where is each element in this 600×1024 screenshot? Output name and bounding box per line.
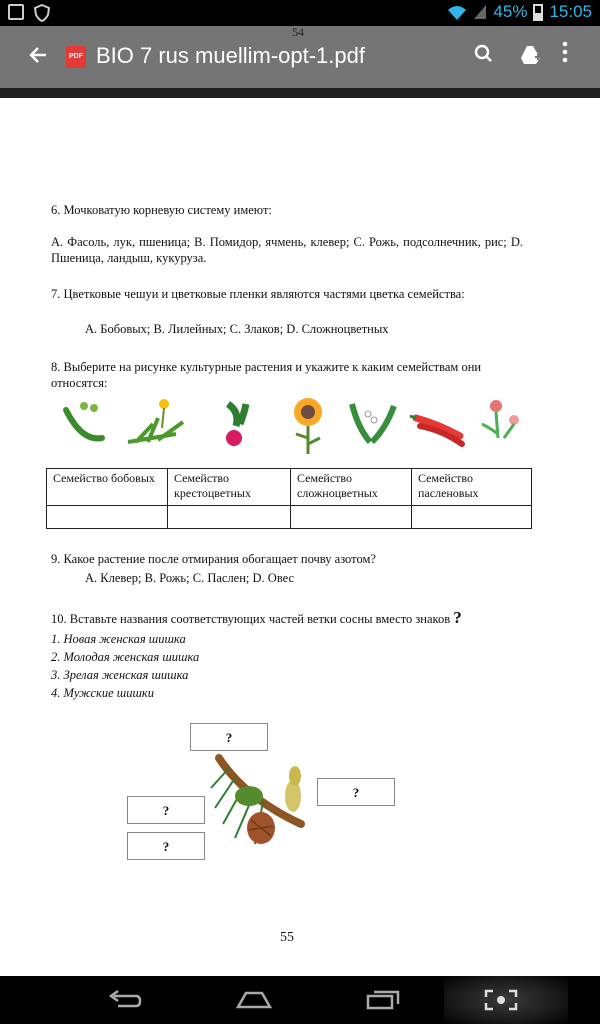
sunflower-image xyxy=(294,398,322,454)
recents-nav-button[interactable] xyxy=(366,990,400,1010)
question-9: 9. Какое растение после отмирания обогащает почву азотом? xyxy=(51,552,376,566)
header-legumes: Семейство бобовых xyxy=(47,469,168,506)
shield-notification-icon xyxy=(34,4,50,22)
more-options-button[interactable] xyxy=(562,41,568,71)
question-9-options: А. Клевер; В. Рожь; С. Паслен; D. Овес xyxy=(85,571,295,585)
app-toolbar xyxy=(0,26,600,88)
header-composite: Семейство сложноцветных xyxy=(291,469,412,506)
document-title: BIO 7 rus muellim-opt-1.pdf xyxy=(96,43,365,68)
wifi-icon xyxy=(447,4,467,20)
header-cruciferous: Семейство крестоцветных xyxy=(168,469,291,506)
lily-of-the-valley-image xyxy=(352,404,394,442)
answer-cell-composite xyxy=(291,506,412,529)
label-box-right: ? xyxy=(317,778,395,806)
list-item: 3. Зрелая женская шишка xyxy=(51,668,189,682)
answer-cell-nightshade xyxy=(412,506,532,529)
header-nightshade: Семейство пасленовых xyxy=(412,469,532,506)
question-7-options: А. Бобовых; В. Лилейных; С. Злаков; D. Сложноцветных xyxy=(85,322,389,336)
question-7: 7. Цветковые чешуи и цветковые пленки являются частями цветка семейства: xyxy=(51,287,465,301)
list-item: 2. Молодая женская шишка xyxy=(51,650,200,664)
toolbar-shadow xyxy=(0,88,600,98)
question-10 xyxy=(51,610,523,627)
back-button[interactable] xyxy=(28,41,48,71)
pine-parts-list xyxy=(51,630,199,702)
radish-image xyxy=(226,404,246,446)
pdf-page[interactable] xyxy=(0,98,600,976)
battery-percent: 45% xyxy=(493,2,528,21)
gallery-notification-icon xyxy=(8,4,24,20)
question-6-options: А. Фасоль, лук, пшеница; В. Помидор, ячмень, клевер; С. Рожь, подсолнечник, рис; D. Пшеница, ландыш, кукуруза. xyxy=(51,235,523,265)
back-nav-button[interactable] xyxy=(108,990,142,1010)
answer-cell-cruciferous xyxy=(168,506,291,529)
home-nav-button[interactable] xyxy=(236,990,272,1010)
answer-cell-legumes xyxy=(47,506,168,529)
question-10-text: 10. Вставьте названия соответствующих частей ветки сосны вместо знаков xyxy=(51,612,451,626)
signal-icon xyxy=(473,4,487,20)
battery-icon xyxy=(533,4,543,21)
add-to-drive-icon[interactable] xyxy=(520,44,542,66)
question-8: 8. Выберите на рисунке культурные растения и укажите к каким семействам они относятся: xyxy=(51,360,482,390)
status-bar xyxy=(0,0,600,26)
pdf-file-icon: PDF xyxy=(66,46,86,68)
pea-pod-image xyxy=(66,402,102,438)
system-navigation-bar xyxy=(0,976,600,1024)
list-item: 4. Мужские шишки xyxy=(51,686,155,700)
page-number: 55 xyxy=(280,930,294,945)
families-table xyxy=(46,468,532,529)
dandelion-image xyxy=(128,399,183,442)
search-icon[interactable] xyxy=(474,44,492,68)
page-indicator: 54 xyxy=(292,25,304,39)
pepper-image xyxy=(410,416,462,444)
label-box-left-upper: ? xyxy=(127,796,205,824)
more-vert-icon xyxy=(562,41,568,63)
pine-branch-image xyxy=(205,748,320,858)
label-box-left-lower: ? xyxy=(127,832,205,860)
question-6: 6. Мочковатую корневую систему имеют: xyxy=(51,203,272,217)
screenshot-nav-button[interactable] xyxy=(484,989,518,1011)
clock: 15:05 xyxy=(549,2,592,21)
label-box-top: ? xyxy=(190,723,268,751)
list-item: 1. Новая женская шишка xyxy=(51,632,186,646)
back-arrow-icon xyxy=(28,45,48,65)
question-mark-symbol: ? xyxy=(453,608,462,627)
plants-illustration xyxy=(58,398,528,454)
clover-image xyxy=(482,400,519,438)
